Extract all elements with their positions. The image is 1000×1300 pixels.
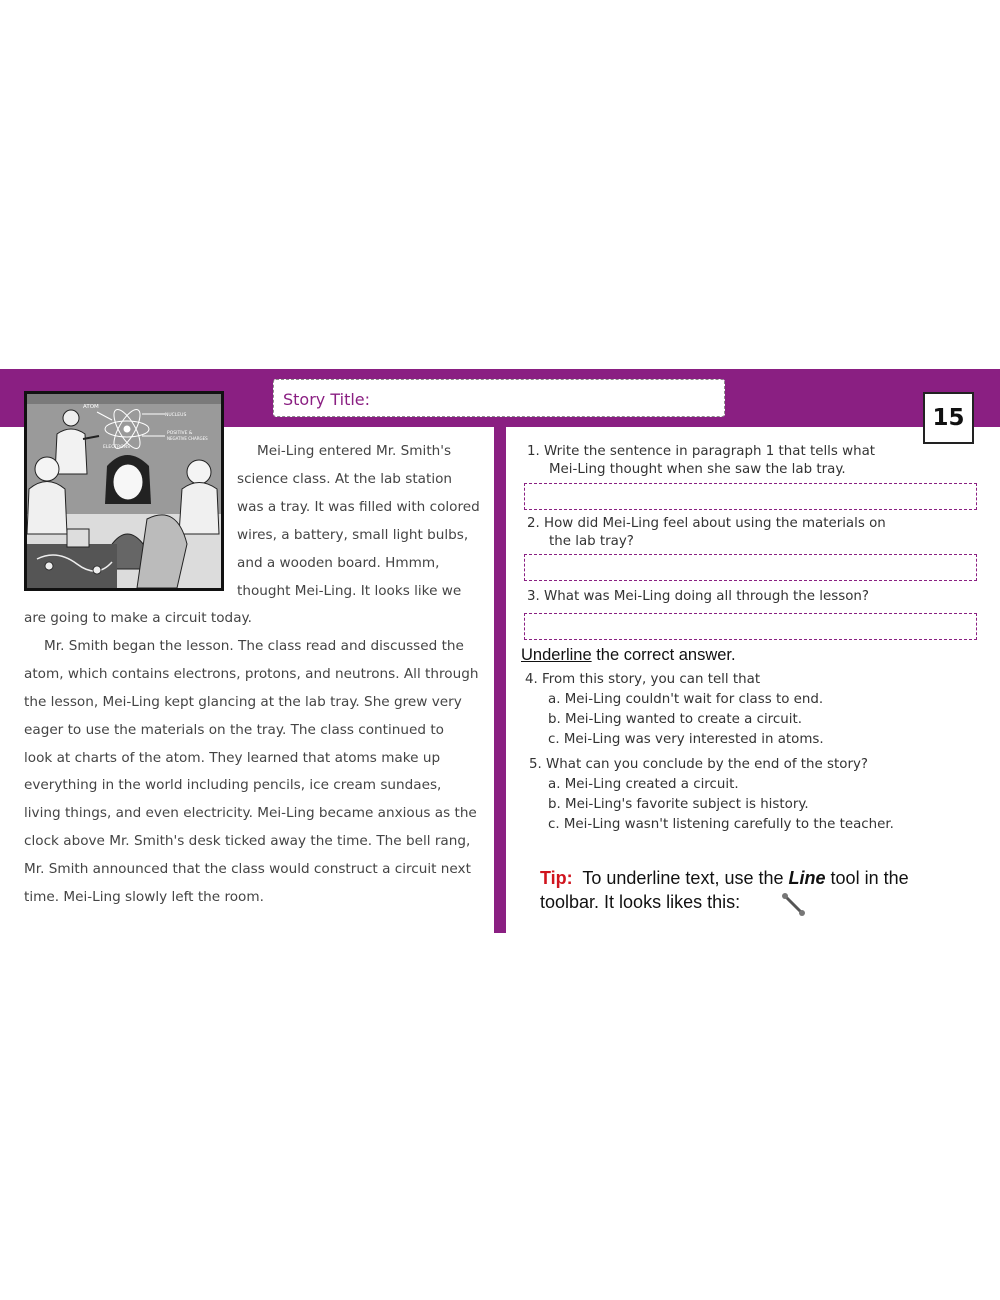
- column-divider: [494, 427, 506, 933]
- tip-text-2: tool in the: [830, 868, 909, 888]
- tip-text-3: toolbar. It looks likes this:: [540, 892, 741, 912]
- svg-text:ATOM: ATOM: [83, 404, 99, 410]
- mc-question-4-stem: 4. From this story, you can tell that: [525, 672, 761, 687]
- answer-field-3[interactable]: [524, 613, 977, 640]
- mc-question-5-stem: 5. What can you conclude by the end of the story?: [529, 757, 868, 772]
- svg-text:ELECTRONS: ELECTRONS: [103, 445, 130, 450]
- tip-text-1: To underline text, use the: [582, 868, 784, 888]
- page-number: 15: [923, 392, 974, 444]
- story-line-4: wires, a battery, small light bulbs,: [237, 527, 469, 543]
- story-line-2: science class. At the lab station: [237, 471, 453, 487]
- story-line-17: time. Mei-Ling slowly left the room.: [24, 889, 264, 905]
- story-line-15: clock above Mr. Smith's desk ticked away the time. The bell rang,: [24, 833, 471, 849]
- mc-question-4-option-c[interactable]: c. Mei-Ling was very interested in atoms.: [548, 732, 824, 747]
- tip-label: Tip:: [540, 868, 573, 888]
- mc-question-5-option-b[interactable]: b. Mei-Ling's favorite subject is history.: [548, 797, 809, 812]
- story-line-16: Mr. Smith announced that the class would construct a circuit next: [24, 861, 471, 877]
- classroom-drawing: [27, 394, 221, 588]
- story-line-9: atom, which contains electrons, protons, and neutrons. All through: [24, 666, 479, 682]
- story-line-6: thought Mei-Ling. It looks like we: [237, 583, 462, 599]
- story-line-10: the lesson, Mei-Ling kept glancing at the lab tray. She grew very: [24, 694, 462, 710]
- story-line-8: Mr. Smith began the lesson. The class read and discussed the: [44, 638, 464, 654]
- story-line-1: Mei-Ling entered Mr. Smith's: [257, 443, 452, 459]
- mc-question-4-option-b[interactable]: b. Mei-Ling wanted to create a circuit.: [548, 712, 802, 727]
- story-line-5: and a wooden board. Hmmm,: [237, 555, 440, 571]
- answer-field-2[interactable]: [524, 554, 977, 581]
- mc-question-5: [529, 755, 894, 835]
- story-line-12: look at charts of the atom. They learned that atoms make up: [24, 750, 441, 766]
- story-title-field[interactable]: [273, 379, 725, 417]
- answer-field-1[interactable]: [524, 483, 977, 510]
- mc-question-4-option-a[interactable]: a. Mei-Ling couldn't wait for class to end.: [548, 692, 824, 707]
- svg-text:NEGATIVE CHARGES: NEGATIVE CHARGES: [167, 436, 208, 441]
- mc-question-5-option-a[interactable]: a. Mei-Ling created a circuit.: [548, 777, 739, 792]
- question-1: [527, 443, 875, 479]
- underline-word: Underline: [521, 646, 592, 664]
- story-line-7: are going to make a circuit today.: [24, 610, 252, 626]
- question-2-line-1: 2. How did Mei-Ling feel about using the materials on: [527, 516, 886, 531]
- svg-text:NUCLEUS: NUCLEUS: [165, 413, 187, 418]
- tip-tool-name: Line: [788, 868, 826, 888]
- mc-question-4: [525, 670, 824, 750]
- question-1-line-1: 1. Write the sentence in paragraph 1 that tells what: [527, 444, 876, 459]
- underline-instruction: [521, 646, 736, 665]
- story-line-11: eager to use the materials on the tray. The class continued to: [24, 722, 444, 738]
- story-line-14: living things, and even electricity. Mei-Ling became anxious as the: [24, 805, 477, 821]
- question-3: [527, 588, 869, 606]
- line-tool-icon: [780, 891, 808, 919]
- question-1-line-2: Mei-Ling thought when she saw the lab tray.: [549, 462, 846, 477]
- svg-text:POSITIVE &: POSITIVE &: [167, 431, 193, 436]
- question-2-line-2: the lab tray?: [549, 534, 634, 549]
- tip-box: [540, 866, 980, 914]
- classroom-illustration: [24, 391, 224, 591]
- mc-question-5-option-c[interactable]: c. Mei-Ling wasn't listening carefully to the teacher.: [548, 817, 894, 832]
- question-3-line-1: 3. What was Mei-Ling doing all through the lesson?: [527, 589, 869, 604]
- story-title-label: Story Title:: [283, 389, 371, 409]
- underline-instruction-rest: the correct answer.: [591, 646, 736, 664]
- story-line-3: was a tray. It was filled with colored: [237, 499, 480, 515]
- story-line-13: everything in the world including pencils, ice cream sundaes,: [24, 777, 442, 793]
- question-2: [527, 515, 886, 551]
